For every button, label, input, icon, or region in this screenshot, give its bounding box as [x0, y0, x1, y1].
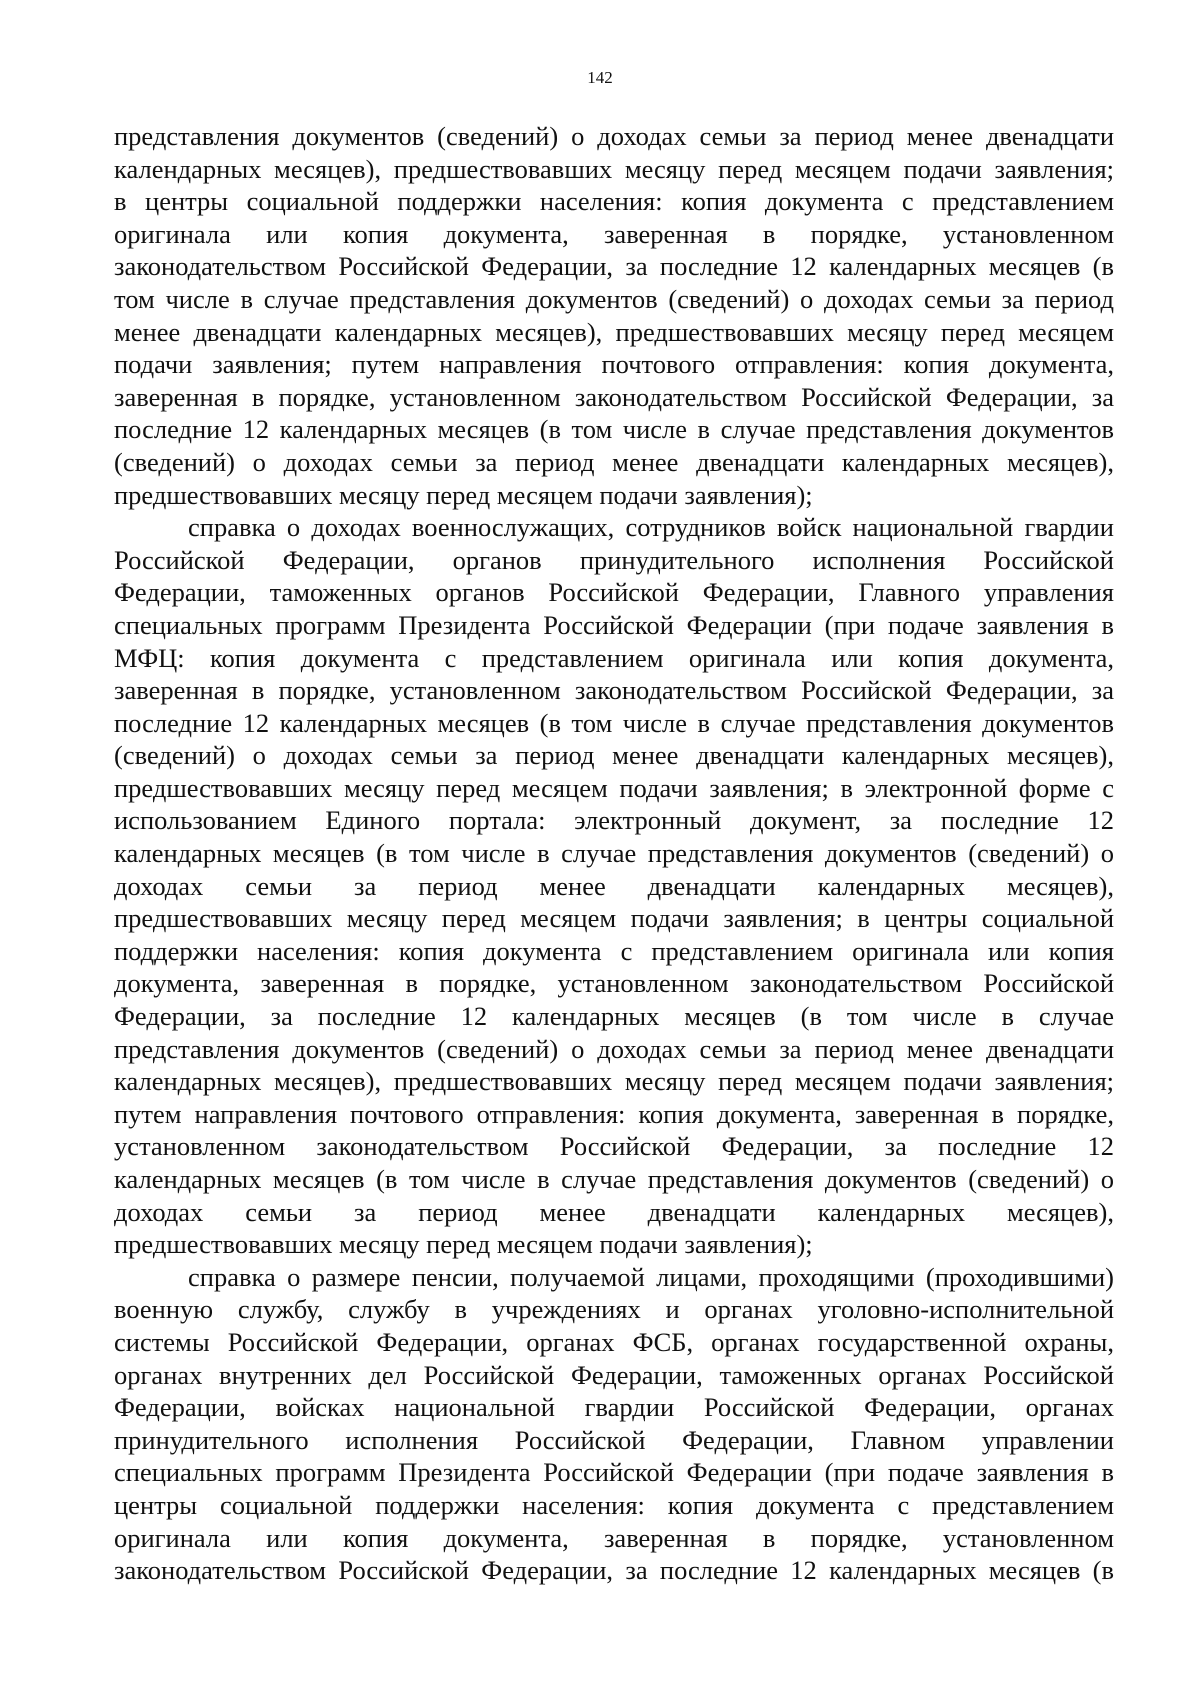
document-body [114, 120, 1114, 1587]
text-line: МФЦ: копия документа с представлением оригинала или копия документа, [114, 642, 1114, 673]
text-line: Российской Федерации, органов принудительного исполнения Российской [114, 544, 1114, 575]
text-line: представления документов (сведений) о доходах семьи за период менее двенадцати [114, 1033, 1114, 1064]
text-line: Федерации, войсках национальной гвардии Российской Федерации, органах [114, 1392, 1114, 1423]
text-line: календарных месяцев), предшествовавших месяцу перед месяцем подачи заявления; [114, 1066, 1114, 1097]
text-line: путем направления почтового отправления: копия документа, заверенная в порядке, [114, 1098, 1114, 1129]
text-line: оригинала или копия документа, заверенная в порядке, установленном [114, 218, 1114, 249]
text-line: поддержки населения: копия документа с представлением оригинала или копия [114, 935, 1114, 966]
text-line: установленном законодательством Российской Федерации, за последние 12 [114, 1131, 1114, 1162]
text-line: последние 12 календарных месяцев (в том числе в случае представления документов [114, 707, 1114, 738]
text-line: том числе в случае представления документов (сведений) о доходах семьи за период [114, 283, 1114, 314]
text-line: военную службу, службу в учреждениях и органах уголовно-исполнительной [114, 1294, 1114, 1325]
text-line: органах внутренних дел Российской Федерации, таможенных органах Российской [114, 1359, 1114, 1390]
text-line: Федерации, таможенных органов Российской Федерации, Главного управления [114, 577, 1114, 608]
text-line: специальных программ Президента Российской Федерации (при подаче заявления в [114, 1457, 1114, 1488]
text-line: календарных месяцев), предшествовавших месяцу перед месяцем подачи заявления; [114, 153, 1114, 184]
text-line: документа, заверенная в порядке, установленном законодательством Российской [114, 968, 1114, 999]
text-line: предшествовавших месяцу перед месяцем подачи заявления; в центры социальной [114, 903, 1114, 934]
text-line: доходах семьи за период менее двенадцати календарных месяцев), [114, 870, 1114, 901]
text-line: календарных месяцев (в том числе в случае представления документов (сведений) о [114, 1164, 1114, 1194]
text-line: Федерации, за последние 12 календарных месяцев (в том числе в случае [114, 1001, 1114, 1032]
text-line: (сведений) о доходах семьи за период менее двенадцати календарных месяцев), [114, 740, 1114, 771]
text-line: предшествовавших месяцу перед месяцем подачи заявления); [114, 1229, 813, 1260]
text-line: предшествовавших месяцу перед месяцем подачи заявления; в электронной форме с [114, 772, 1114, 803]
text-line: последние 12 календарных месяцев (в том числе в случае представления документов [114, 414, 1114, 445]
text-line: центры социальной поддержки населения: копия документа с представлением [114, 1489, 1114, 1520]
text-line: (сведений) о доходах семьи за период менее двенадцати календарных месяцев), [114, 446, 1114, 477]
text-line: доходах семьи за период менее двенадцати календарных месяцев), [114, 1196, 1114, 1227]
page-number: 142 [587, 68, 613, 87]
text-line: оригинала или копия документа, заверенная в порядке, установленном [114, 1522, 1114, 1553]
text-line: менее двенадцати календарных месяцев), предшествовавших месяцу перед месяцем [114, 316, 1114, 347]
text-line: принудительного исполнения Российской Федерации, Главном управлении [114, 1424, 1114, 1455]
text-line: законодательством Российской Федерации, за последние 12 календарных месяцев (в [114, 251, 1114, 282]
text-line: заверенная в порядке, установленном законодательством Российской Федерации, за [114, 381, 1114, 412]
text-line: подачи заявления; путем направления почтового отправления: копия документа, [114, 349, 1114, 380]
text-line: специальных программ Президента Российской Федерации (при подаче заявления в [114, 609, 1114, 640]
text-line: в центры социальной поддержки населения: копия документа с представлением [114, 186, 1114, 217]
text-line: справка о размере пенсии, получаемой лицами, проходящими (проходившими) [188, 1261, 1114, 1292]
text-line: использованием Единого портала: электронный документ, за последние 12 [114, 805, 1114, 836]
text-line: справка о доходах военнослужащих, сотрудников войск национальной гвардии [188, 512, 1114, 543]
text-line: календарных месяцев (в том числе в случае представления документов (сведений) о [114, 838, 1114, 869]
text-line: представления документов (сведений) о доходах семьи за период менее двенадцати [114, 121, 1114, 151]
text-line: заверенная в порядке, установленном законодательством Российской Федерации, за [114, 675, 1114, 706]
text-line: системы Российской Федерации, органах ФСБ, органах государственной охраны, [114, 1326, 1114, 1357]
text-line: предшествовавших месяцу перед месяцем подачи заявления); [114, 479, 813, 510]
text-line: законодательством Российской Федерации, за последние 12 календарных месяцев (в [114, 1555, 1114, 1586]
